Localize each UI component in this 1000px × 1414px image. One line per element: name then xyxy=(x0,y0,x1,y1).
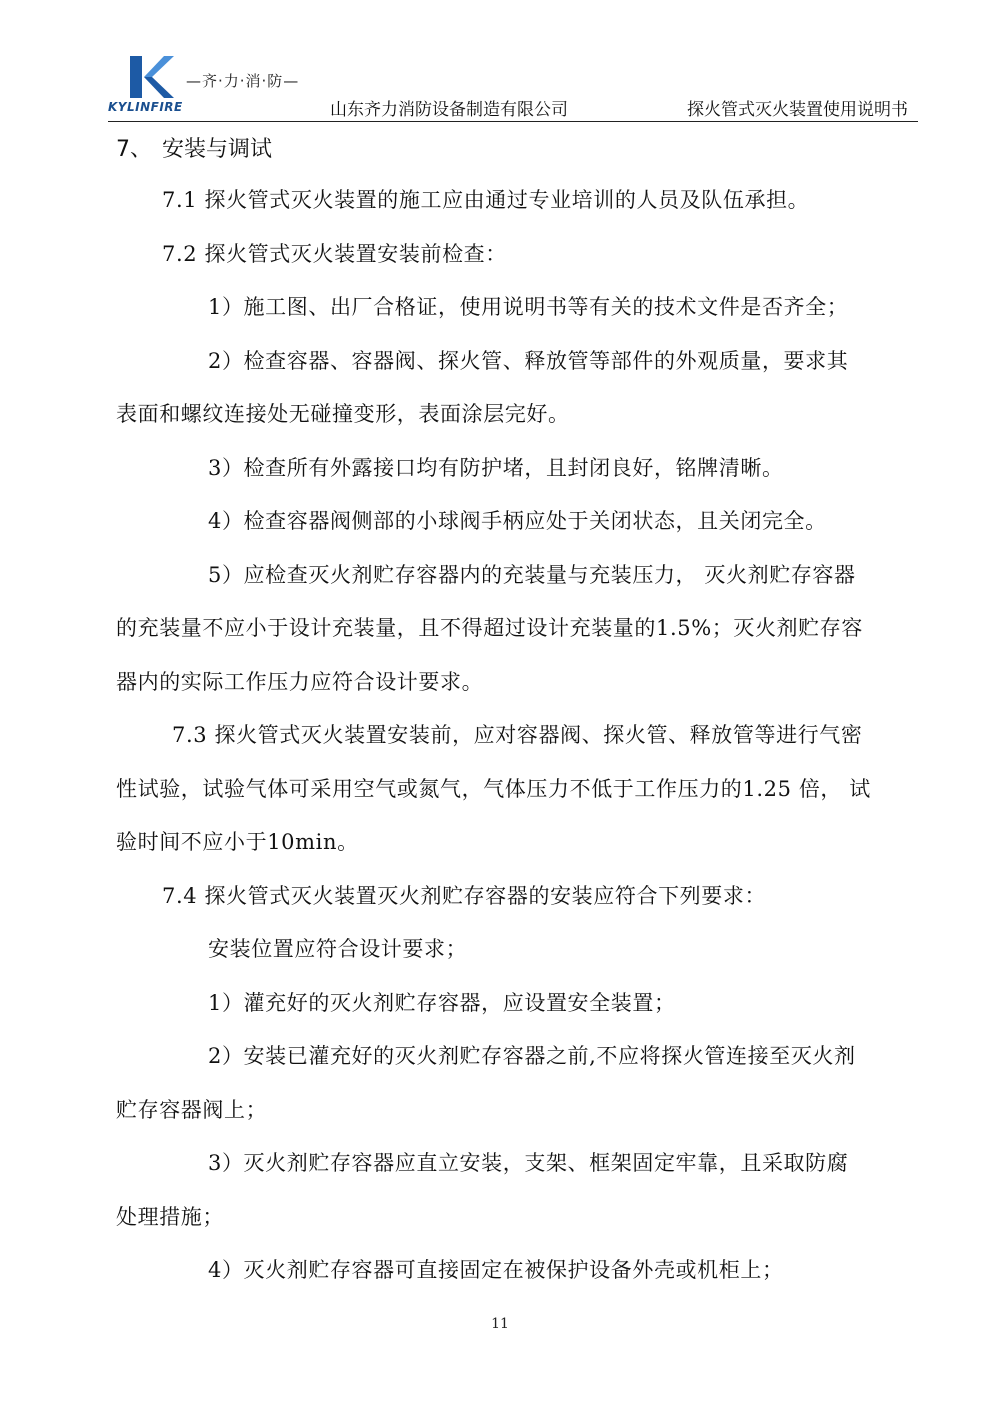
text-line: 7.4 探火管式灭火装置灭火剂贮存容器的安装应符合下列要求： xyxy=(162,883,767,908)
company-logo xyxy=(108,56,308,118)
text-line: 性试验，试验气体可采用空气或氮气，气体压力不低于工作压力的1.25 倍， 试 xyxy=(116,776,871,801)
text-line: 1）施工图、出厂合格证，使用说明书等有关的技术文件是否齐全； xyxy=(208,295,849,319)
text-line: 4）检查容器阀侧部的小球阀手柄应处于关闭状态，且关闭完全。 xyxy=(208,509,827,533)
text-line: 4）灭火剂贮存容器可直接固定在被保护设备外壳或机柜上； xyxy=(208,1258,784,1282)
section-heading xyxy=(116,126,916,174)
text-line: 3）检查所有外露接口均有防护堵，且封闭良好，铭牌清晰。 xyxy=(208,455,784,480)
text-line: 安装位置应符合设计要求； xyxy=(208,937,468,961)
section-number: 7、 xyxy=(116,137,152,162)
logo-slogan: —齐·力·消·防— xyxy=(186,72,300,90)
logo-brand-text: KYLINFIRE xyxy=(108,100,183,114)
text-line: 7.2 探火管式灭火装置安装前检查： xyxy=(162,241,507,266)
text-line: 处理措施； xyxy=(116,1204,224,1229)
text-line: 贮存容器阀上； xyxy=(116,1097,268,1122)
text-line: 表面和螺纹连接处无碰撞变形，表面涂层完好。 xyxy=(116,402,570,426)
text-line: 器内的实际工作压力应符合设计要求。 xyxy=(116,669,484,694)
page-number: 11 xyxy=(491,1316,509,1332)
text-line: 5）应检查灭火剂贮存容器内的充装量与充装压力， 灭火剂贮存容器 xyxy=(208,562,856,587)
text-line: 2）检查容器、容器阀、探火管、释放管等部件的外观质量，要求其 xyxy=(208,348,849,373)
text-line: 的充装量不应小于设计充装量，且不得超过设计充装量的1.5%；灭火剂贮存容 xyxy=(116,616,863,640)
header-company-name: 山东齐力消防设备制造有限公司 xyxy=(330,100,568,120)
header-divider xyxy=(108,121,918,122)
text-line: 7.1 探火管式灭火装置的施工应由通过专业培训的人员及队伍承担。 xyxy=(162,188,810,212)
text-line: 1）灌充好的灭火剂贮存容器，应设置安全装置； xyxy=(208,990,676,1015)
page-body xyxy=(116,126,916,1298)
section-title: 安装与调试 xyxy=(162,137,273,162)
text-line: 3）灭火剂贮存容器应直立安装，支架、框架固定牢靠，且采取防腐 xyxy=(208,1151,849,1175)
text-line: 7.3 探火管式灭火装置安装前，应对容器阀、探火管、释放管等进行气密 xyxy=(172,723,863,747)
text-line: 2）安装已灌充好的灭火剂贮存容器之前,不应将探火管连接至灭火剂 xyxy=(208,1044,856,1068)
header-document-title: 探火管式灭火装置使用说明书 xyxy=(687,100,908,120)
page-header xyxy=(0,0,1000,125)
body-text xyxy=(116,174,916,1298)
text-line: 验时间不应小于10min。 xyxy=(116,830,359,854)
kylinfire-logo-icon xyxy=(130,56,174,98)
